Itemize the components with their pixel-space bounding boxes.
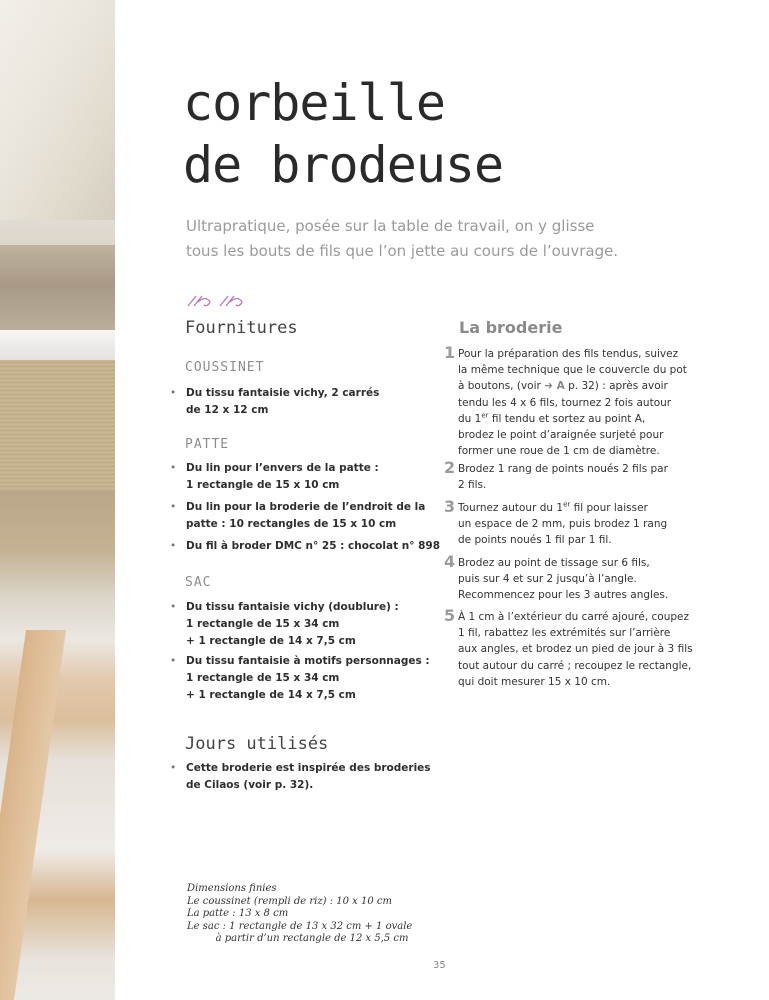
step-line: brodez le point d’araignée surjeté pour (458, 429, 664, 442)
item-line: • Du tissu fantaisie vichy (doublure) : (186, 601, 399, 613)
step-line: un espace de 2 mm, puis brodez 1 rang (458, 518, 668, 531)
title-line: corbeille (183, 74, 445, 132)
list-item (170, 385, 446, 419)
list-item (170, 760, 446, 794)
step-4 (444, 552, 734, 604)
jours-heading: Jours utilisés (185, 734, 329, 754)
step-line: aux angles, et brodez un pied de jour à 3 fils (458, 643, 693, 656)
step-line: former une roue de 1 cm de diamètre. (458, 445, 660, 458)
photo-fabric-linen (0, 360, 115, 490)
step-number: 3 (444, 497, 456, 516)
item-line: • Du lin pour la broderie de l’endroit de la (186, 501, 426, 513)
fournitures-heading: Fournitures (185, 318, 298, 338)
dimension-line: à partir d’un rectangle de 12 x 5,5 cm (187, 933, 409, 944)
title-line: de brodeuse (183, 136, 504, 194)
photo-fabric-white (0, 330, 115, 360)
photo-fabric-top (0, 0, 115, 220)
dimension-line: Le coussinet (rempli de riz) : 10 x 10 cm (187, 895, 392, 907)
photo-wood (0, 630, 66, 1000)
item-line: de 12 x 12 cm (186, 404, 269, 416)
step-number: 4 (444, 552, 456, 571)
finished-dimensions (187, 883, 412, 946)
step-line: du 1er fil tendu et sortez au point A, (458, 411, 646, 425)
item-line: + 1 rectangle de 14 x 7,5 cm (186, 689, 356, 701)
step-1 (444, 343, 734, 459)
dimension-line: Le sac : 1 rectangle de 13 x 32 cm + 1 ovale (187, 920, 413, 932)
step-2 (444, 458, 734, 493)
sac-heading: SAC (185, 575, 212, 590)
step-line: 2 fils. (458, 479, 487, 492)
step-line: Brodez 1 rang de points noués 2 fils par (458, 463, 668, 475)
step-text (458, 555, 734, 604)
list-item (170, 538, 446, 555)
step-3 (444, 497, 734, 549)
step-line: Recommencez pour les 3 autres angles. (458, 589, 669, 602)
dimension-line: La patte : 13 x 8 cm (187, 908, 289, 919)
photo-strip (0, 0, 115, 1000)
item-line: patte : 10 rectangles de 15 x 10 cm (186, 518, 397, 530)
step-text (458, 461, 734, 493)
step-line: tendu les 4 x 6 fils, tournez 2 fois autour (458, 396, 672, 409)
step-line: à boutons, (voir ➜ A p. 32) : après avoir (458, 380, 668, 393)
step-line: qui doit mesurer 15 x 10 cm. (458, 675, 611, 688)
list-item (170, 599, 446, 650)
item-line: 1 rectangle de 15 x 10 cm (186, 479, 340, 491)
step-line: puis sur 4 et sur 2 jusqu’à l’angle. (458, 573, 637, 586)
item-line: • Cette broderie est inspirée des broderies (186, 762, 431, 774)
step-line: Tournez autour du 1er fil pour laisser (458, 500, 648, 514)
arrow-reference: ➜ A (544, 380, 565, 393)
photo-fabric-taupe (0, 245, 115, 335)
step-text (458, 500, 734, 549)
step-line: de points noués 1 fil par 1 fil. (458, 534, 612, 547)
broderie-heading: La broderie (459, 318, 563, 337)
page-title (183, 72, 503, 196)
step-text (458, 346, 734, 459)
item-line: • Du lin pour l’envers de la patte : (186, 462, 379, 474)
intro-text (186, 214, 706, 264)
step-line: Brodez au point de tissage sur 6 fils, (458, 557, 650, 569)
intro-line: tous les bouts de fils que l’on jette au cours de l’ouvrage. (186, 242, 619, 260)
item-line: 1 rectangle de 15 x 34 cm (186, 618, 340, 630)
stitch-ornament-icon (186, 293, 250, 309)
patte-heading: PATTE (185, 437, 230, 452)
item-line: • Du fil à broder DMC n° 25 : chocolat n° 898 (186, 540, 441, 552)
list-item (170, 653, 446, 704)
dimension-line: Dimensions finies (187, 883, 277, 894)
step-line: À 1 cm à l’extérieur du carré ajouré, coupez (458, 611, 689, 623)
step-number: 5 (444, 606, 456, 625)
step-line: 1 fil, rabattez les extrémités sur l’arrière (458, 627, 671, 640)
step-5 (444, 606, 734, 690)
item-line: • Du tissu fantaisie vichy, 2 carrés (186, 387, 380, 399)
list-item (170, 499, 446, 533)
item-line: 1 rectangle de 15 x 34 cm (186, 672, 340, 684)
step-number: 1 (444, 343, 456, 362)
item-line: + 1 rectangle de 14 x 7,5 cm (186, 635, 356, 647)
coussinet-heading: COUSSINET (185, 360, 265, 375)
list-item (170, 460, 446, 494)
step-line: la même technique que le couvercle du pot (458, 364, 687, 377)
item-line: de Cilaos (voir p. 32). (186, 779, 314, 791)
step-line: tout autour du carré ; recoupez le rectangle, (458, 659, 692, 672)
step-number: 2 (444, 458, 456, 477)
page-number: 35 (433, 960, 446, 971)
step-line: Pour la préparation des fils tendus, suivez (458, 348, 679, 360)
step-text (458, 609, 734, 690)
intro-line: Ultrapratique, posée sur la table de travail, on y glisse (186, 217, 595, 235)
item-line: • Du tissu fantaisie à motifs personnages : (186, 655, 430, 667)
